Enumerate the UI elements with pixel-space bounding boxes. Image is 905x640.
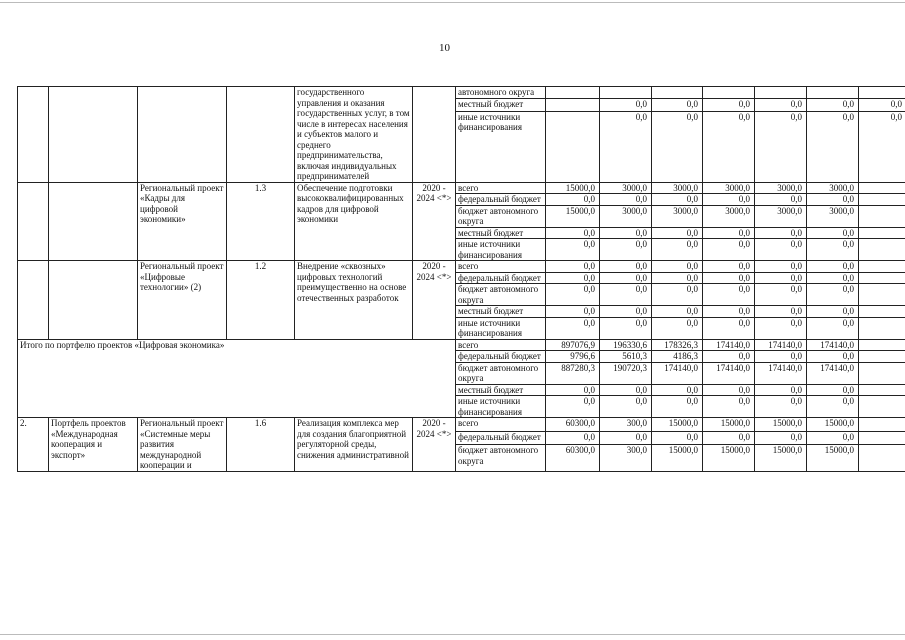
source-cell: иные источники финансирования bbox=[456, 317, 546, 339]
spacer-cell bbox=[859, 194, 905, 206]
source-cell: федеральный бюджет bbox=[456, 351, 546, 363]
value-cell: 0,0 bbox=[652, 384, 703, 396]
spacer-cell bbox=[859, 339, 905, 351]
portfolio-cell bbox=[49, 87, 138, 183]
value-cell: 0,0 bbox=[703, 384, 755, 396]
value-cell: 60300,0 bbox=[546, 445, 600, 471]
value-cell: 0,0 bbox=[546, 272, 600, 284]
value-cell: 0,0 bbox=[703, 261, 755, 273]
page-number: 10 bbox=[439, 42, 450, 54]
source-cell: всего bbox=[456, 182, 546, 194]
source-cell: местный бюджет bbox=[456, 384, 546, 396]
project-cell: Региональный проект «Кадры для цифровой экономики» bbox=[138, 182, 227, 261]
value-cell: 0,0 bbox=[600, 111, 652, 182]
value-cell: 3000,0 bbox=[807, 182, 859, 194]
value-cell: 0,0 bbox=[755, 227, 807, 239]
spacer-cell bbox=[859, 205, 905, 227]
source-cell: бюджет автономного округа bbox=[456, 205, 546, 227]
value-cell: 0,0 bbox=[755, 111, 807, 182]
top-scan-edge bbox=[0, 2, 905, 3]
value-cell: 190720,3 bbox=[600, 362, 652, 384]
spacer-cell bbox=[859, 272, 905, 284]
portfolio-cell bbox=[49, 261, 138, 340]
value-cell: 3000,0 bbox=[600, 205, 652, 227]
value-cell: 0,0 bbox=[703, 284, 755, 306]
value-cell: 0,0 bbox=[652, 317, 703, 339]
value-cell: 0,0 bbox=[755, 272, 807, 284]
table-row bbox=[18, 87, 905, 99]
spacer-cell bbox=[859, 396, 905, 418]
value-cell: 3000,0 bbox=[807, 205, 859, 227]
value-cell: 15000,0 bbox=[807, 445, 859, 471]
spacer-cell bbox=[859, 306, 905, 318]
value-cell: 0,0 bbox=[807, 272, 859, 284]
value-cell: 0,0 bbox=[652, 99, 703, 111]
source-cell: бюджет автономного округа bbox=[456, 362, 546, 384]
value-cell: 0,0 bbox=[546, 284, 600, 306]
value-cell: 15000,0 bbox=[755, 418, 807, 432]
spacer-cell bbox=[859, 445, 905, 471]
source-cell: бюджет автономного округа bbox=[456, 284, 546, 306]
source-cell: местный бюджет bbox=[456, 306, 546, 318]
period-cell bbox=[413, 87, 456, 183]
value-cell bbox=[600, 87, 652, 99]
value-cell: 0,0 bbox=[546, 194, 600, 206]
value-cell: 0,0 bbox=[807, 194, 859, 206]
spacer-cell bbox=[859, 362, 905, 384]
period-cell: 2020 - 2024 <*> bbox=[413, 261, 456, 340]
value-cell: 9796,6 bbox=[546, 351, 600, 363]
spacer-cell bbox=[859, 317, 905, 339]
value-cell: 178326,3 bbox=[652, 339, 703, 351]
num-cell bbox=[227, 87, 295, 183]
value-cell: 60300,0 bbox=[546, 418, 600, 432]
value-cell: 0,0 bbox=[703, 99, 755, 111]
event-cell: Обеспечение подготовки высококвалифицированных кадров для цифровой экономики bbox=[295, 182, 413, 261]
source-cell: местный бюджет bbox=[456, 227, 546, 239]
value-cell: 0,0 bbox=[859, 99, 905, 111]
no-cell: 2. bbox=[18, 418, 49, 472]
value-cell: 0,0 bbox=[755, 261, 807, 273]
value-cell: 0,0 bbox=[546, 317, 600, 339]
value-cell: 174140,0 bbox=[755, 339, 807, 351]
value-cell: 3000,0 bbox=[755, 205, 807, 227]
value-cell: 0,0 bbox=[600, 272, 652, 284]
value-cell: 0,0 bbox=[546, 396, 600, 418]
value-cell: 0,0 bbox=[703, 272, 755, 284]
value-cell: 15000,0 bbox=[652, 445, 703, 471]
spacer-cell bbox=[859, 384, 905, 396]
value-cell: 0,0 bbox=[755, 284, 807, 306]
value-cell: 0,0 bbox=[807, 99, 859, 111]
num-cell: 1.3 bbox=[227, 182, 295, 261]
value-cell: 0,0 bbox=[546, 306, 600, 318]
value-cell: 0,0 bbox=[600, 99, 652, 111]
value-cell: 0,0 bbox=[703, 431, 755, 445]
spacer-cell bbox=[859, 431, 905, 445]
value-cell: 0,0 bbox=[546, 431, 600, 445]
no-cell bbox=[18, 87, 49, 183]
value-cell: 0,0 bbox=[600, 396, 652, 418]
project-cell: Региональный проект «Цифровые технологии» (2) bbox=[138, 261, 227, 340]
value-cell: 0,0 bbox=[807, 431, 859, 445]
spacer-cell bbox=[859, 227, 905, 239]
value-cell: 0,0 bbox=[703, 239, 755, 261]
table-row bbox=[18, 261, 905, 273]
source-cell: всего bbox=[456, 418, 546, 432]
value-cell: 0,0 bbox=[755, 431, 807, 445]
value-cell: 0,0 bbox=[703, 317, 755, 339]
value-cell: 0,0 bbox=[703, 194, 755, 206]
value-cell: 3000,0 bbox=[652, 205, 703, 227]
value-cell: 5610,3 bbox=[600, 351, 652, 363]
value-cell: 887280,3 bbox=[546, 362, 600, 384]
num-cell: 1.2 bbox=[227, 261, 295, 340]
value-cell: 0,0 bbox=[600, 384, 652, 396]
table-row bbox=[18, 339, 905, 351]
value-cell: 0,0 bbox=[652, 111, 703, 182]
value-cell bbox=[859, 87, 905, 99]
total-label-cell: Итого по портфелю проектов «Цифровая экономика» bbox=[18, 339, 456, 418]
source-cell: всего bbox=[456, 261, 546, 273]
period-cell: 2020 - 2024 <*> bbox=[413, 182, 456, 261]
value-cell: 0,0 bbox=[600, 261, 652, 273]
value-cell: 15000,0 bbox=[703, 418, 755, 432]
value-cell: 0,0 bbox=[807, 227, 859, 239]
event-cell: государственного управления и оказания государственных услуг, в том числе в интересах населения и субъектов малого и среднего предпринимательства, включая индивидуальных предпринимателей bbox=[295, 87, 413, 183]
spacer-cell bbox=[859, 284, 905, 306]
value-cell: 0,0 bbox=[703, 227, 755, 239]
portfolio-cell bbox=[49, 182, 138, 261]
value-cell: 4186,3 bbox=[652, 351, 703, 363]
funding-table bbox=[17, 86, 905, 472]
event-cell: Реализация комплекса мер для создания благоприятной регуляторной среды, снижения административной bbox=[295, 418, 413, 472]
source-cell: федеральный бюджет bbox=[456, 431, 546, 445]
value-cell: 0,0 bbox=[652, 284, 703, 306]
value-cell bbox=[755, 87, 807, 99]
project-cell bbox=[138, 87, 227, 183]
value-cell: 0,0 bbox=[755, 396, 807, 418]
value-cell: 0,0 bbox=[755, 317, 807, 339]
value-cell: 0,0 bbox=[755, 194, 807, 206]
value-cell: 3000,0 bbox=[652, 182, 703, 194]
value-cell: 0,0 bbox=[807, 261, 859, 273]
value-cell: 0,0 bbox=[703, 396, 755, 418]
value-cell: 174140,0 bbox=[703, 339, 755, 351]
value-cell: 0,0 bbox=[807, 306, 859, 318]
value-cell: 897076,9 bbox=[546, 339, 600, 351]
value-cell: 15000,0 bbox=[703, 445, 755, 471]
spacer-cell bbox=[546, 99, 600, 111]
value-cell: 15000,0 bbox=[807, 418, 859, 432]
value-cell: 174140,0 bbox=[703, 362, 755, 384]
value-cell bbox=[652, 87, 703, 99]
table-row bbox=[18, 182, 905, 194]
value-cell: 0,0 bbox=[703, 351, 755, 363]
table-body bbox=[18, 87, 905, 472]
source-cell: бюджет автономного округа bbox=[456, 445, 546, 471]
value-cell bbox=[703, 87, 755, 99]
portfolio-cell: Портфель проектов «Международная кооперация и экспорт» bbox=[49, 418, 138, 472]
source-cell: иные источники финансирования bbox=[456, 239, 546, 261]
value-cell: 3000,0 bbox=[703, 182, 755, 194]
value-cell: 0,0 bbox=[546, 384, 600, 396]
value-cell: 174140,0 bbox=[652, 362, 703, 384]
value-cell: 15000,0 bbox=[652, 418, 703, 432]
source-cell: федеральный бюджет bbox=[456, 272, 546, 284]
value-cell: 0,0 bbox=[755, 351, 807, 363]
value-cell: 0,0 bbox=[755, 306, 807, 318]
value-cell: 0,0 bbox=[600, 306, 652, 318]
value-cell: 0,0 bbox=[600, 284, 652, 306]
value-cell: 174140,0 bbox=[807, 339, 859, 351]
value-cell: 0,0 bbox=[652, 194, 703, 206]
spacer-cell bbox=[546, 87, 600, 99]
value-cell: 0,0 bbox=[859, 111, 905, 182]
value-cell: 0,0 bbox=[652, 431, 703, 445]
value-cell: 196330,6 bbox=[600, 339, 652, 351]
value-cell: 300,0 bbox=[600, 418, 652, 432]
value-cell: 0,0 bbox=[652, 227, 703, 239]
period-cell: 2020 - 2024 <*> bbox=[413, 418, 456, 472]
no-cell bbox=[18, 182, 49, 261]
value-cell: 0,0 bbox=[807, 111, 859, 182]
num-cell: 1.6 bbox=[227, 418, 295, 472]
value-cell: 174140,0 bbox=[807, 362, 859, 384]
value-cell: 0,0 bbox=[652, 239, 703, 261]
no-cell bbox=[18, 261, 49, 340]
value-cell: 0,0 bbox=[807, 317, 859, 339]
spacer-cell bbox=[859, 182, 905, 194]
value-cell: 3000,0 bbox=[755, 182, 807, 194]
value-cell: 0,0 bbox=[807, 384, 859, 396]
source-cell: иные источники финансирования bbox=[456, 111, 546, 182]
source-cell: всего bbox=[456, 339, 546, 351]
value-cell: 3000,0 bbox=[703, 205, 755, 227]
value-cell: 3000,0 bbox=[600, 182, 652, 194]
value-cell: 0,0 bbox=[546, 261, 600, 273]
value-cell: 0,0 bbox=[703, 306, 755, 318]
value-cell: 0,0 bbox=[600, 239, 652, 261]
value-cell: 15000,0 bbox=[755, 445, 807, 471]
value-cell: 0,0 bbox=[546, 239, 600, 261]
value-cell: 15000,0 bbox=[546, 182, 600, 194]
value-cell: 0,0 bbox=[703, 111, 755, 182]
spacer-cell bbox=[859, 351, 905, 363]
value-cell: 0,0 bbox=[755, 384, 807, 396]
value-cell: 0,0 bbox=[600, 317, 652, 339]
value-cell: 0,0 bbox=[600, 194, 652, 206]
value-cell: 0,0 bbox=[807, 396, 859, 418]
value-cell: 0,0 bbox=[807, 351, 859, 363]
value-cell: 0,0 bbox=[652, 306, 703, 318]
value-cell: 0,0 bbox=[652, 272, 703, 284]
value-cell: 300,0 bbox=[600, 445, 652, 471]
value-cell: 0,0 bbox=[652, 396, 703, 418]
spacer-cell bbox=[859, 261, 905, 273]
value-cell: 0,0 bbox=[755, 99, 807, 111]
value-cell: 0,0 bbox=[652, 261, 703, 273]
value-cell: 0,0 bbox=[546, 227, 600, 239]
value-cell bbox=[807, 87, 859, 99]
table-row bbox=[18, 418, 905, 432]
value-cell: 0,0 bbox=[600, 431, 652, 445]
value-cell: 15000,0 bbox=[546, 205, 600, 227]
spacer-cell bbox=[546, 111, 600, 182]
value-cell: 0,0 bbox=[755, 239, 807, 261]
bottom-scan-edge bbox=[0, 634, 905, 635]
source-cell: автономного округа bbox=[456, 87, 546, 99]
value-cell: 0,0 bbox=[807, 284, 859, 306]
source-cell: местный бюджет bbox=[456, 99, 546, 111]
value-cell: 174140,0 bbox=[755, 362, 807, 384]
project-cell: Региональный проект «Системные меры развития международной кооперации и bbox=[138, 418, 227, 472]
source-cell: федеральный бюджет bbox=[456, 194, 546, 206]
value-cell: 0,0 bbox=[600, 227, 652, 239]
event-cell: Внедрение «сквозных» цифровых технологий преимущественно на основе отечественных разработок bbox=[295, 261, 413, 340]
source-cell: иные источники финансирования bbox=[456, 396, 546, 418]
spacer-cell bbox=[859, 418, 905, 432]
spacer-cell bbox=[859, 239, 905, 261]
value-cell: 0,0 bbox=[807, 239, 859, 261]
